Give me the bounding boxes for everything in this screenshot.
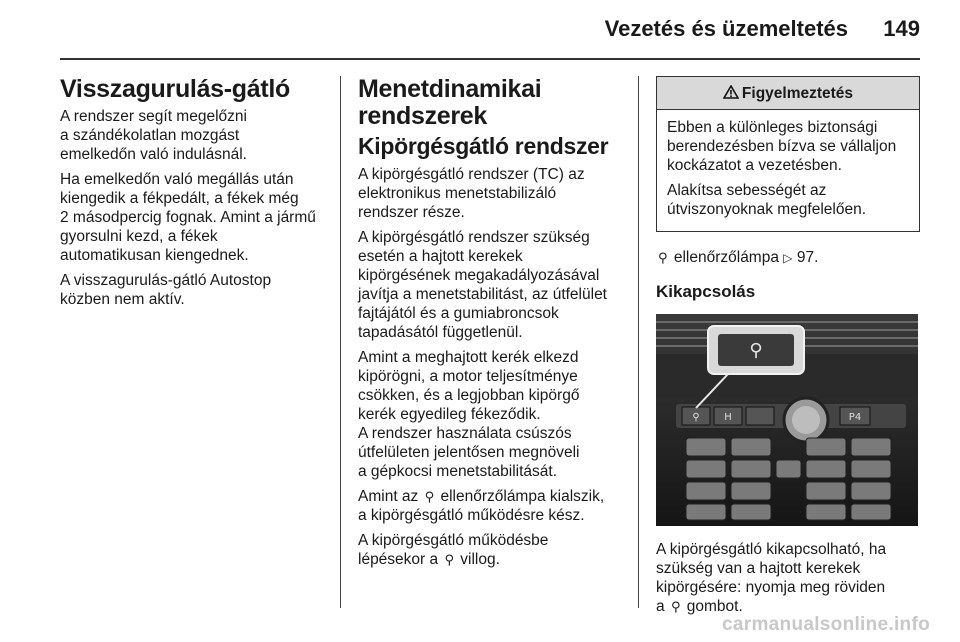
paragraph: A kipörgésgátló rendszer (TC) az elektronikus menetstabilizáló rendszer része. xyxy=(358,166,585,221)
traction-control-icon: ⚲ xyxy=(670,599,681,614)
running-header-title: Vezetés és üzemeltetés xyxy=(604,16,848,41)
page-reference-arrow-icon: ▷ xyxy=(783,251,793,265)
paragraph: A visszagurulás-gátló Autostop közben nem aktív. xyxy=(60,272,272,308)
svg-text:⚲: ⚲ xyxy=(749,340,763,361)
p4-label: P4 xyxy=(848,412,862,423)
text-run: villog. xyxy=(460,551,500,568)
driving-dynamics-heading: Menetdinamikai rendszerek xyxy=(358,75,542,130)
text-run: ellenőrzőlámpa kialszik, a kipörgésgátló működésre kész. xyxy=(358,488,605,524)
paragraph: A rendszer segít megelőzni a szándékolatlan mozgást emelkedőn való indulásnál. xyxy=(60,108,247,163)
center-console-photo xyxy=(656,314,918,526)
warning-box xyxy=(656,76,920,232)
lamp-reference xyxy=(656,248,922,268)
paragraph xyxy=(656,540,922,616)
warning-triangle-icon xyxy=(723,85,739,99)
hill-hold-heading: Visszagurulás-gátló xyxy=(60,75,291,103)
paragraph xyxy=(358,531,630,569)
column-divider-1 xyxy=(340,76,341,608)
traction-control-icon: ⚲ xyxy=(658,250,668,265)
traction-control-icon: ⚲ xyxy=(444,552,454,567)
hill-label: H xyxy=(724,412,732,423)
paragraph: Amint a meghajtott kerék elkezd kipörögni, a motor teljesítménye csökken, és a legjobban kipörgő kerék egyedileg fékeződik. A rendszer használata csúszós útfelületen jelentősen megnöveli a gépkocsi menetstabilitását. xyxy=(358,349,580,480)
paragraph xyxy=(358,487,630,525)
column-middle xyxy=(358,76,630,575)
warning-header xyxy=(657,77,919,110)
traction-control-heading: Kipörgésgátló rendszer xyxy=(358,133,609,159)
lamp-ref-text: ellenőrzőlámpa xyxy=(673,249,779,266)
paragraph: Ha emelkedőn való megállás után kiengedik a fékpedált, a fékek még 2 másodpercig fognak. Amint a jármű gyorsulni kezd, a fékek automatikusan kiengednek. xyxy=(60,171,316,264)
warning-paragraph: Alakítsa sebességét az útviszonyoknak megfelelően. xyxy=(667,182,867,218)
svg-text:⚲: ⚲ xyxy=(692,412,700,423)
text-run: A kipörgésgátló kikapcsolható, ha szükség van a hajtott kerekek kipörgésére: nyomja meg röviden a xyxy=(656,541,887,615)
column-divider-2 xyxy=(638,76,639,608)
header-rule xyxy=(60,58,920,60)
text-run: Amint az xyxy=(358,488,419,505)
page-number: 149 xyxy=(883,16,920,41)
paragraph: A kipörgésgátló rendszer szükség esetén a hajtott kerekek kipörgésének megakadályozásával javítja a menetstabilitást, az útfelület fajtájától és a gumiabroncsok tapadásától függetlenül. xyxy=(358,229,607,341)
page-header xyxy=(0,0,960,62)
warning-body xyxy=(657,110,919,231)
warning-paragraph: Ebben a különleges biztonsági berendezésben bízva se vállaljon kockázatot a vezetésben. xyxy=(667,119,897,174)
deactivation-heading: Kikapcsolás xyxy=(656,282,756,301)
column-right xyxy=(656,76,922,622)
column-left xyxy=(60,76,330,315)
text-run: gombot. xyxy=(686,598,743,615)
lamp-ref-page: 97. xyxy=(796,249,819,266)
warning-title: Figyelmeztetés xyxy=(741,85,854,102)
traction-control-icon: ⚲ xyxy=(424,489,435,504)
console-illustration xyxy=(656,314,918,526)
site-watermark: carmanualsonline.info xyxy=(722,614,930,635)
text-run: A kipörgésgátló működésbe lépésekor a xyxy=(358,532,549,568)
